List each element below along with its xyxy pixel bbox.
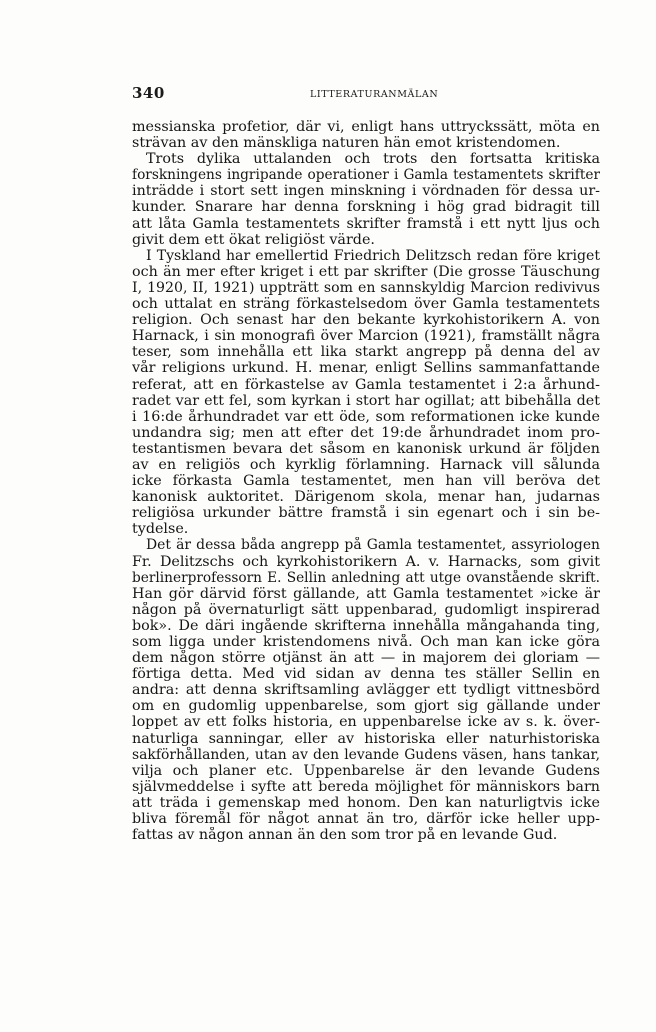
text-line: Trots dylika uttalanden och trots den fortsatta kritiska <box>146 151 600 168</box>
text-line: Harnack, i sin monografi över Marcion (1921), framställt några <box>132 328 600 345</box>
page-header <box>132 84 602 106</box>
text-line: och än mer efter kriget i ett par skrifter (Die grosse Täuschung <box>132 263 600 280</box>
text-line: strävan av den mänskliga naturen hän emot kristendomen. <box>132 135 561 152</box>
text-line: I, 1920, II, 1921) uppträtt som en sannskyldig Marcion redivivus <box>132 279 600 296</box>
text-line: berlinerprofessorn E. Sellin anledning att utge ovanstående skrift. <box>132 569 600 586</box>
text-line: att träda i gemenskap med honom. Den kan naturligtvis icke <box>132 794 600 811</box>
text-line: självmeddelse i syfte att bereda möjlighet för människors barn <box>132 778 600 795</box>
body-text <box>132 119 600 843</box>
text-line: icke förkasta Gamla testamentet, men han vill beröva det <box>132 473 600 490</box>
text-line: förtiga detta. Med vid sidan av denna tes ställer Sellin en <box>132 666 600 683</box>
text-line: kunder. Snarare har denna forskning i hög grad bidragit till <box>132 199 600 216</box>
text-line: fattas av någon annan än den som tror på en levande Gud. <box>132 827 558 844</box>
text-line: om en gudomlig uppenbarelse, som gjort sig gällande under <box>132 698 600 715</box>
text-line: forskningens ingripande operationer i Gamla testamentets skrifter <box>132 167 600 184</box>
text-line: undandra sig; men att efter det 19:de århundradet inom pro- <box>132 424 600 441</box>
text-line: vilja och planer etc. Uppenbarelse är den levande Gudens <box>132 762 600 779</box>
text-line: kanonisk auktoritet. Därigenom skola, menar han, judarnas <box>132 489 600 506</box>
text-line: messianska profetior, där vi, enligt hans uttryckssätt, möta en <box>132 119 600 135</box>
text-line: i 16:de århundradet var ett öde, som reformationen icke kunde <box>132 408 600 425</box>
text-line: tydelse. <box>132 521 189 538</box>
text-line: och uttalat en sträng förkastelsedom över Gamla testamentets <box>132 296 600 313</box>
text-line: teser, som innehålla ett lika starkt angrepp på denna del av <box>132 344 600 361</box>
text-line: loppet av ett folks historia, en uppenbarelse icke av s. k. över- <box>132 714 600 731</box>
text-line: som ligga under kristendomens nivå. Och man kan icke göra <box>132 634 600 650</box>
text-line: radet var ett fel, som kyrkan i stort har ogillat; att bibehålla det <box>132 392 600 409</box>
text-line: I Tyskland har emellertid Friedrich Delitzsch redan före kriget <box>146 247 600 264</box>
text-line: sakförhållanden, utan av den levande Gudens väsen, hans tankar, <box>132 746 600 763</box>
text-line: religion. Och senast har den bekante kyrkohistorikern A. von <box>132 312 600 329</box>
text-line: andra: att denna skriftsamling avlägger ett tydligt vittnesbörd <box>132 682 600 699</box>
text-line: bliva föremål för något annat än tro, därför icke heller upp- <box>132 811 600 828</box>
text-line: någon på övernaturligt sätt uppenbarad, gudomligt inspirerad <box>132 601 600 618</box>
text-line: givit dem ett ökat religiöst värde. <box>132 231 375 248</box>
text-line: Han gör därvid först gällande, att Gamla testamentet »icke är <box>132 585 600 602</box>
text-line: naturliga sanningar, eller av historiska eller naturhistoriska <box>132 730 600 747</box>
text-line: att låta Gamla testamentets skrifter framstå i ett nytt ljus och <box>132 215 600 232</box>
page-number: 340 <box>132 84 165 102</box>
text-line: dem någon större otjänst än att — in majorem dei gloriam — <box>132 650 600 667</box>
text-line: inträdde i stort sett ingen minskning i vördnaden för dessa ur- <box>132 183 600 200</box>
text-line: Det är dessa båda angrepp på Gamla testamentet, assyriologen <box>146 537 600 554</box>
text-line: referat, att en förkastelse av Gamla testamentet i 2:a århund- <box>132 376 600 393</box>
text-line: testantismen bevara det såsom en kanonisk urkund är följden <box>132 440 600 457</box>
text-line: av en religiös och kyrklig förlamning. Harnack vill sålunda <box>132 456 600 473</box>
text-line: religiösa urkunder bättre framstå i sin egenart och i sin be- <box>132 505 600 522</box>
text-line: vår religions urkund. H. menar, enligt Sellins sammanfattande <box>132 360 600 377</box>
text-line: Fr. Delitzschs och kyrkohistorikern A. v. Harnacks, som givit <box>132 553 600 570</box>
text-line: bok». De däri ingående skrifterna innehålla mångahanda ting, <box>132 617 600 634</box>
running-head: LITTERATURANMÄLAN <box>310 89 439 100</box>
